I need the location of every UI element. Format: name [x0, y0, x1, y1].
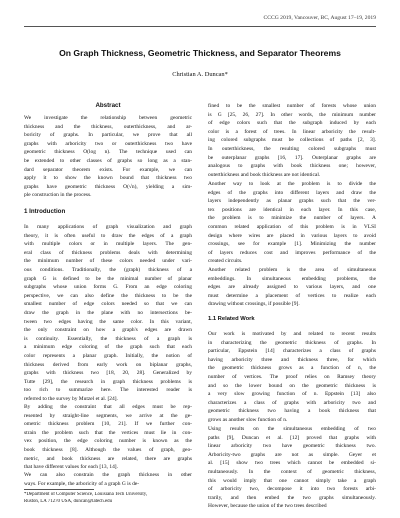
- text-line: linear arboricity two have geometric thickness two.: [208, 443, 376, 450]
- text-line: a very slow growing function of n. Eppstein [13] also: [208, 391, 376, 398]
- text-line: resented by straight-line segments, we arrive at the ge-: [24, 412, 192, 419]
- text-line: By adding the constraint that all edges must be rep-: [24, 404, 192, 410]
- right-paragraph-4: [208, 330, 376, 425]
- text-line: trarily, and then embed the two graphs simultaneously.: [208, 494, 376, 501]
- intro-heading: 1 Introduction: [24, 208, 66, 215]
- text-line: outerthickness and book thickness are not identical.: [208, 171, 321, 178]
- text-line: the problem is to minimize the number of layers. A: [208, 215, 376, 222]
- text-line: design where wires are placed in various layers to avoid: [208, 232, 376, 239]
- text-line: ing colored subgraphs must be collections of paths [2, 3].: [208, 137, 376, 144]
- intro-paragraph-1: [24, 223, 192, 403]
- text-line: metric, and book thickness are related, there are graphs: [24, 455, 192, 462]
- right-paragraph-1: [208, 102, 376, 179]
- text-line: draw the graph in the plane with no intersections be-: [24, 309, 192, 316]
- paper-title: On Graph Thickness, Geometric Thickness, and Separator Theorems: [59, 48, 341, 58]
- text-line: edges of the graphs into different layers and draw the: [208, 189, 376, 196]
- conference-header: CCCG 2019, Vancouver, BC, August 17–19, 2019: [263, 15, 376, 21]
- text-line: Ruston, LA 71270 USA, duncan@latech.edu: [24, 498, 113, 504]
- text-line: Another related problem is the area of simultaneous: [208, 267, 376, 273]
- text-line: created circuits.: [208, 258, 243, 265]
- text-line: Tutte [29], the research in graph thickness problems is: [24, 378, 192, 385]
- text-line: al. [15] show two trees which cannot be embedded si-: [208, 460, 376, 467]
- text-line: graphs with thickness two [18, 20, 28]. Generalized by: [24, 370, 192, 377]
- text-line: of arboricity two, decompose it into two forests arbi-: [208, 486, 376, 493]
- text-line: ous conditions. Traditionally, the (graph) thickness of a: [24, 266, 192, 273]
- text-line: tex positions are identical in each layer. In this case,: [208, 206, 376, 213]
- text-line: in characterizing the geometric thickness of graphs. In: [208, 339, 376, 346]
- text-line: of layers reduces cost and improves performance of the: [208, 249, 376, 256]
- text-line: of edge colors such that the subgraph induced by each: [208, 120, 376, 127]
- text-line: *Department of Computer Science, Louisiana Tech University,: [24, 492, 148, 497]
- text-line: common related application of this problem is in VLSI: [208, 223, 376, 230]
- text-line: color represents a planar graph. Initially, the notion of: [24, 352, 192, 359]
- intro-paragraph-3: [24, 471, 192, 488]
- text-line: particular, Eppstein [14] characterizes a class of graphs: [208, 348, 376, 355]
- text-line: tween two edges having the same color. In this variant,: [24, 318, 192, 325]
- text-line: strain the problem such that the vertices must lie in con-: [24, 429, 192, 436]
- text-line: theory, it is often useful to draw the edges of a graph: [24, 232, 192, 239]
- footnote: [24, 492, 192, 505]
- text-line: edges are already assigned to various layers, and one: [208, 284, 376, 291]
- text-line: drawing without crossings, if possible [9].: [208, 301, 300, 308]
- text-line: We can also constrain the graph thickness in other: [24, 472, 192, 478]
- text-line: color is a forest of trees. In linear arboricity the result-: [208, 128, 376, 135]
- text-line: graphs have geometric thickness O(√n), yielding a sim-: [24, 183, 192, 190]
- text-line: ple construction in the process.: [24, 192, 92, 199]
- text-line: graph G is defined to be the minimal number of planar: [24, 275, 192, 282]
- text-line: fined to be the smallest number of forests whose union: [208, 103, 376, 109]
- right-paragraph-2: [208, 180, 376, 266]
- text-line: paths [9], Duncan et al. [12] proved that graphs with: [208, 434, 376, 441]
- text-line: perspective, we can also define the thickness to be the: [24, 292, 192, 299]
- text-line: too rich to summarize here. The interested reader is: [24, 387, 192, 394]
- text-line: ways. For example, the arboricity of a graph G is de-: [24, 480, 140, 487]
- text-line: with multiple colors or in multiple layers. The gen-: [24, 241, 192, 248]
- text-line: characterizes a class of graphs with arboricity two and: [208, 399, 376, 406]
- text-line: multaneously. In the context of geometric thickness,: [208, 468, 376, 475]
- text-line: the only constraint on how a graph's edges are drawn: [24, 327, 192, 334]
- text-line: be extended to other classes of graphs so long as a stan-: [24, 157, 192, 164]
- text-line: the geometric thickness grows as a function of n, the: [208, 365, 376, 372]
- text-line: boricity of graphs. In particular, we prove that all: [24, 132, 192, 139]
- text-line: referred to the survey by Mutzel et al. [24].: [24, 395, 118, 402]
- text-line: the minimum number of these colors needed under vari-: [24, 258, 192, 265]
- abstract-heading: Abstract: [95, 102, 121, 109]
- text-line: crossings, see for example [1]. Minimizing the number: [208, 241, 376, 248]
- text-line: having arboricity three and thickness three, for which: [208, 356, 376, 363]
- text-line: book thickness [8]. Although the values of graph, geo-: [24, 446, 192, 453]
- right-paragraph-5: [208, 425, 376, 511]
- text-line: apply it to show the known bound that thickness two: [24, 175, 192, 182]
- text-line: Arboricity-two graphs are not as simple. Geyer et: [208, 451, 376, 458]
- text-line: number of vertices. The proof relies on Ramsey theory: [208, 373, 376, 380]
- text-line: analogous to graphs with book thickness one; however,: [208, 163, 376, 170]
- text-line: layers independently as planar graphs such that the ver-: [208, 198, 376, 205]
- text-line: In many applications of graph visualization and graph: [24, 224, 192, 230]
- text-line: and so the lower bound on the geometric thickness is: [208, 382, 376, 389]
- related-work-heading: 1.1 Related Work: [208, 316, 255, 322]
- text-line: Our work is motivated by and related to recent results: [208, 331, 376, 337]
- text-line: Another way to look at the problem is to divide the: [208, 181, 376, 187]
- text-line: Using results on the simultaneous embedding of two: [208, 426, 376, 432]
- text-line: a minimum edge coloring of the graph such that each: [24, 344, 192, 351]
- text-line: However, because the union of the two trees described: [208, 503, 327, 510]
- text-line: subgraphs whose union forms G. From an edge coloring: [24, 284, 192, 291]
- author-line: Christian A. Duncan*: [172, 71, 228, 78]
- text-line: grows as another slow function of n.: [208, 416, 288, 423]
- text-line: smallest number of edge colors needed so that we can: [24, 301, 192, 308]
- text-line: geometric thickness two having a book thickness that: [208, 408, 376, 415]
- text-line: embeddings. In simultaneous embedding problems, the: [208, 275, 376, 282]
- abstract-body: [24, 114, 192, 200]
- header-rule: [24, 26, 376, 27]
- text-line: In outerthickness, the resulting colored subgraphs must: [208, 145, 376, 152]
- text-line: We investigate the relationship between geometric: [24, 115, 192, 121]
- footnote-rule: [24, 489, 94, 490]
- text-line: ometric thickness problem [10, 21]. If we further con-: [24, 421, 192, 428]
- text-line: thickness and the thickness, outerthickness, and ar-: [24, 123, 192, 130]
- text-line: that have different values for each [13, 14].: [24, 464, 118, 471]
- text-line: is continuity. Essentially, the thickness of a graph is: [24, 335, 192, 342]
- text-line: be outerplanar graphs [16, 17]. Outerplanar graphs are: [208, 154, 376, 161]
- text-line: dard separator theorem exists. For example, we can: [24, 166, 192, 173]
- text-line: thickness derived from early work on biplanar graphs,: [24, 361, 192, 368]
- right-paragraph-3: [208, 266, 376, 309]
- text-line: graphs with arboricity two or outerthickness two have: [24, 140, 192, 147]
- text-line: must determine a placement of vertices to realize each: [208, 292, 376, 299]
- text-line: vex position, the edge coloring number is known as the: [24, 438, 192, 445]
- text-line: is G [25, 26, 27]. In other words, the minimum number: [208, 111, 376, 118]
- text-line: geometric thickness O(log n). The technique used can: [24, 149, 192, 156]
- text-line: eral class of thickness problems deals with determining: [24, 249, 192, 256]
- text-line: this would imply that one cannot simply take a graph: [208, 477, 376, 484]
- intro-paragraph-2: [24, 403, 192, 472]
